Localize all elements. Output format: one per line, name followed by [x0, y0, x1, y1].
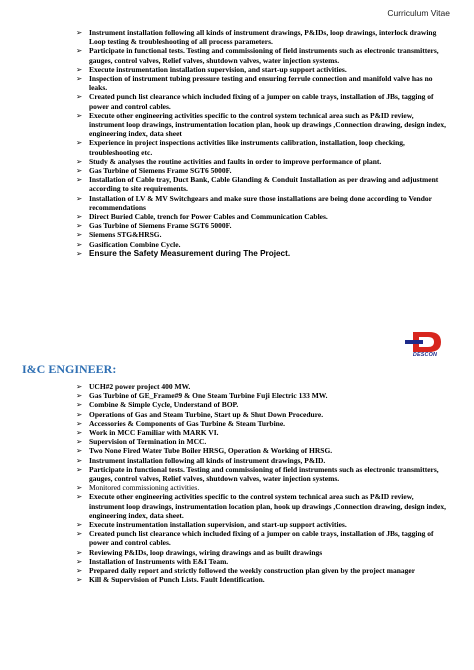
arrow-bullet-icon: ➢: [76, 221, 83, 231]
arrow-bullet-icon: ➢: [76, 455, 83, 465]
arrow-bullet-icon: ➢: [76, 92, 83, 102]
list-item: ➢ Installation of Instruments with E&I Team.: [76, 556, 229, 566]
arrow-bullet-icon: ➢: [76, 529, 83, 539]
arrow-bullet-icon: ➢: [76, 446, 83, 456]
arrow-bullet-icon: ➢: [76, 175, 83, 185]
list-item: ➢ Created punch list clearance which included fixing of a jumper on cable trays, installation of JBs, tagging of power and control cables.: [76, 92, 434, 111]
arrow-bullet-icon: ➢: [76, 230, 83, 240]
list-item: ➢ Participate in functional tests. Testing and commissioning of field instruments such as electronic transmitters, gauges, control valves, Relief valves, shutdown valves, water injection systems.: [76, 46, 439, 65]
experience-list-1: [76, 28, 448, 258]
arrow-bullet-icon: ➢: [76, 556, 83, 566]
arrow-bullet-icon: ➢: [76, 110, 83, 120]
arrow-bullet-icon: ➢: [76, 400, 83, 410]
arrow-bullet-icon: ➢: [76, 492, 83, 502]
arrow-bullet-icon: ➢: [76, 28, 83, 37]
list-item: ➢ Ensure the Safety Measurement during The Project.: [76, 248, 291, 258]
arrow-bullet-icon: ➢: [76, 138, 83, 148]
list-item: ➢ Study & analyses the routine activities and faults in order to improve performance of plant.: [76, 156, 382, 166]
list-item: ➢ Instrument installation following all kinds of instrument drawings, P&ID.: [76, 455, 326, 465]
arrow-bullet-icon: ➢: [76, 418, 83, 428]
arrow-bullet-icon: ➢: [76, 193, 83, 203]
arrow-bullet-icon: ➢: [76, 212, 83, 222]
arrow-bullet-icon: ➢: [76, 74, 83, 84]
list-item: ➢ Installation of Cable tray, Duct Bank, Cable Glanding & Conduit Installation as per drawing and adjustment according to site requirements.: [76, 175, 439, 194]
arrow-bullet-icon: ➢: [76, 248, 83, 258]
list-item: ➢ Accessories & Components of Gas Turbine & Steam Turbine.: [76, 418, 286, 428]
arrow-bullet-icon: ➢: [76, 239, 83, 249]
list-item: ➢ Experience in project inspections activities like instruments calibration, installation, loop checking, troubleshooting etc.: [76, 138, 405, 157]
arrow-bullet-icon: ➢: [76, 64, 83, 74]
document-header: Curriculum Vitae: [387, 8, 450, 18]
section-heading: I&C ENGINEER:: [22, 362, 117, 376]
list-item: ➢ Gas Turbine of Siemens Frame SGT6 5000F.: [76, 166, 232, 176]
arrow-bullet-icon: ➢: [76, 575, 83, 585]
list-item: ➢ Siemens STG&HRSG.: [76, 230, 162, 240]
arrow-bullet-icon: ➢: [76, 382, 83, 391]
list-item: ➢ Prepared daily report and strictly followed the weekly construction plan given by the project manager: [76, 566, 416, 576]
experience-list-2: [76, 382, 448, 584]
arrow-bullet-icon: ➢: [76, 428, 83, 438]
list-item: ➢ Instrument installation following all kinds of instrument drawings, P&IDs, loop drawings, interlock drawing Loop testing & troubleshooting of all process parameters.: [76, 28, 437, 47]
list-item: ➢ Execute instrumentation installation supervision, and start-up support activities.: [76, 64, 347, 74]
arrow-bullet-icon: ➢: [76, 520, 83, 530]
list-item: ➢ Installation of LV & MV Switchgears and make sure those installations are being done according to Vendor recommendations: [76, 193, 432, 212]
list-item: ➢ Execute other engineering activities specific to the control system technical area such as P&ID review, instrument loop drawings, instrumentation location plan, hook up drawings ,Connection drawing, design index, engineering index, data sheet.: [76, 492, 446, 520]
arrow-bullet-icon: ➢: [76, 547, 83, 557]
arrow-bullet-icon: ➢: [76, 391, 83, 401]
arrow-bullet-icon: ➢: [76, 437, 83, 447]
list-item: ➢ Execute instrumentation installation supervision, and start-up support activities.: [76, 520, 347, 530]
list-item: ➢ Gas Turbine of GE_Frame#9 & One Steam Turbine Fuji Electric 133 MW.: [76, 391, 328, 401]
logo-text: DESCON: [412, 352, 438, 358]
list-item: ➢ Two None Fired Water Tube Boiler HRSG, Operation & Working of HRSG.: [76, 446, 333, 456]
list-item: ➢ Reviewing P&IDs, loop drawings, wiring drawings and as built drawings: [76, 547, 323, 557]
arrow-bullet-icon: ➢: [76, 483, 83, 493]
list-item: ➢ Participate in functional tests. Testing and commissioning of field instruments such as electronic transmitters, gauges, control valves, Relief valves, shutdown valves, water injection systems.: [76, 464, 439, 484]
list-item: ➢ Gas Turbine of Siemens Frame SGT6 5000F.: [76, 221, 232, 231]
list-item: ➢ Supervision of Termination in MCC.: [76, 437, 207, 447]
list-item: ➢ Created punch list clearance which included fixing of a jumper on cable trays, installation of JBs, tagging of power and control cables.: [76, 529, 434, 548]
arrow-bullet-icon: ➢: [76, 566, 83, 576]
company-logo: [403, 330, 447, 366]
list-item: ➢ Inspection of instrument tubing pressure testing and ensuring ferrule connection and manifold valve has no leaks.: [76, 74, 433, 93]
list-item: ➢ Operations of Gas and Steam Turbine, Start up & Shut Down Procedure.: [76, 409, 324, 419]
list-item: ➢ Execute other engineering activities specific to the control system technical area such as P&ID review, instrument loop drawings, instrumentation location plan, hook up drawings ,Connection drawing, design index, engineering index, data sheet: [76, 110, 446, 139]
list-item: ➢ Direct Buried Cable, trench for Power Cables and Communication Cables.: [76, 212, 328, 222]
list-item: ➢ Work in MCC Familiar with MARK VI.: [76, 428, 219, 438]
arrow-bullet-icon: ➢: [76, 156, 83, 166]
list-item: ➢ Monitored commissioning activities.: [76, 483, 200, 493]
list-item: ➢ UCH#2 power project 400 MW.: [76, 382, 191, 391]
arrow-bullet-icon: ➢: [76, 409, 83, 419]
list-item: ➢ Kill & Supervision of Punch Lists. Fault Identification.: [76, 575, 265, 585]
list-item: ➢ Combine & Simple Cycle, Understand of BOP.: [76, 400, 239, 410]
descon-logo-icon: [403, 330, 447, 354]
list-item: ➢ Gasification Combine Cycle.: [76, 239, 181, 249]
arrow-bullet-icon: ➢: [76, 166, 83, 176]
arrow-bullet-icon: ➢: [76, 464, 83, 474]
arrow-bullet-icon: ➢: [76, 46, 83, 56]
